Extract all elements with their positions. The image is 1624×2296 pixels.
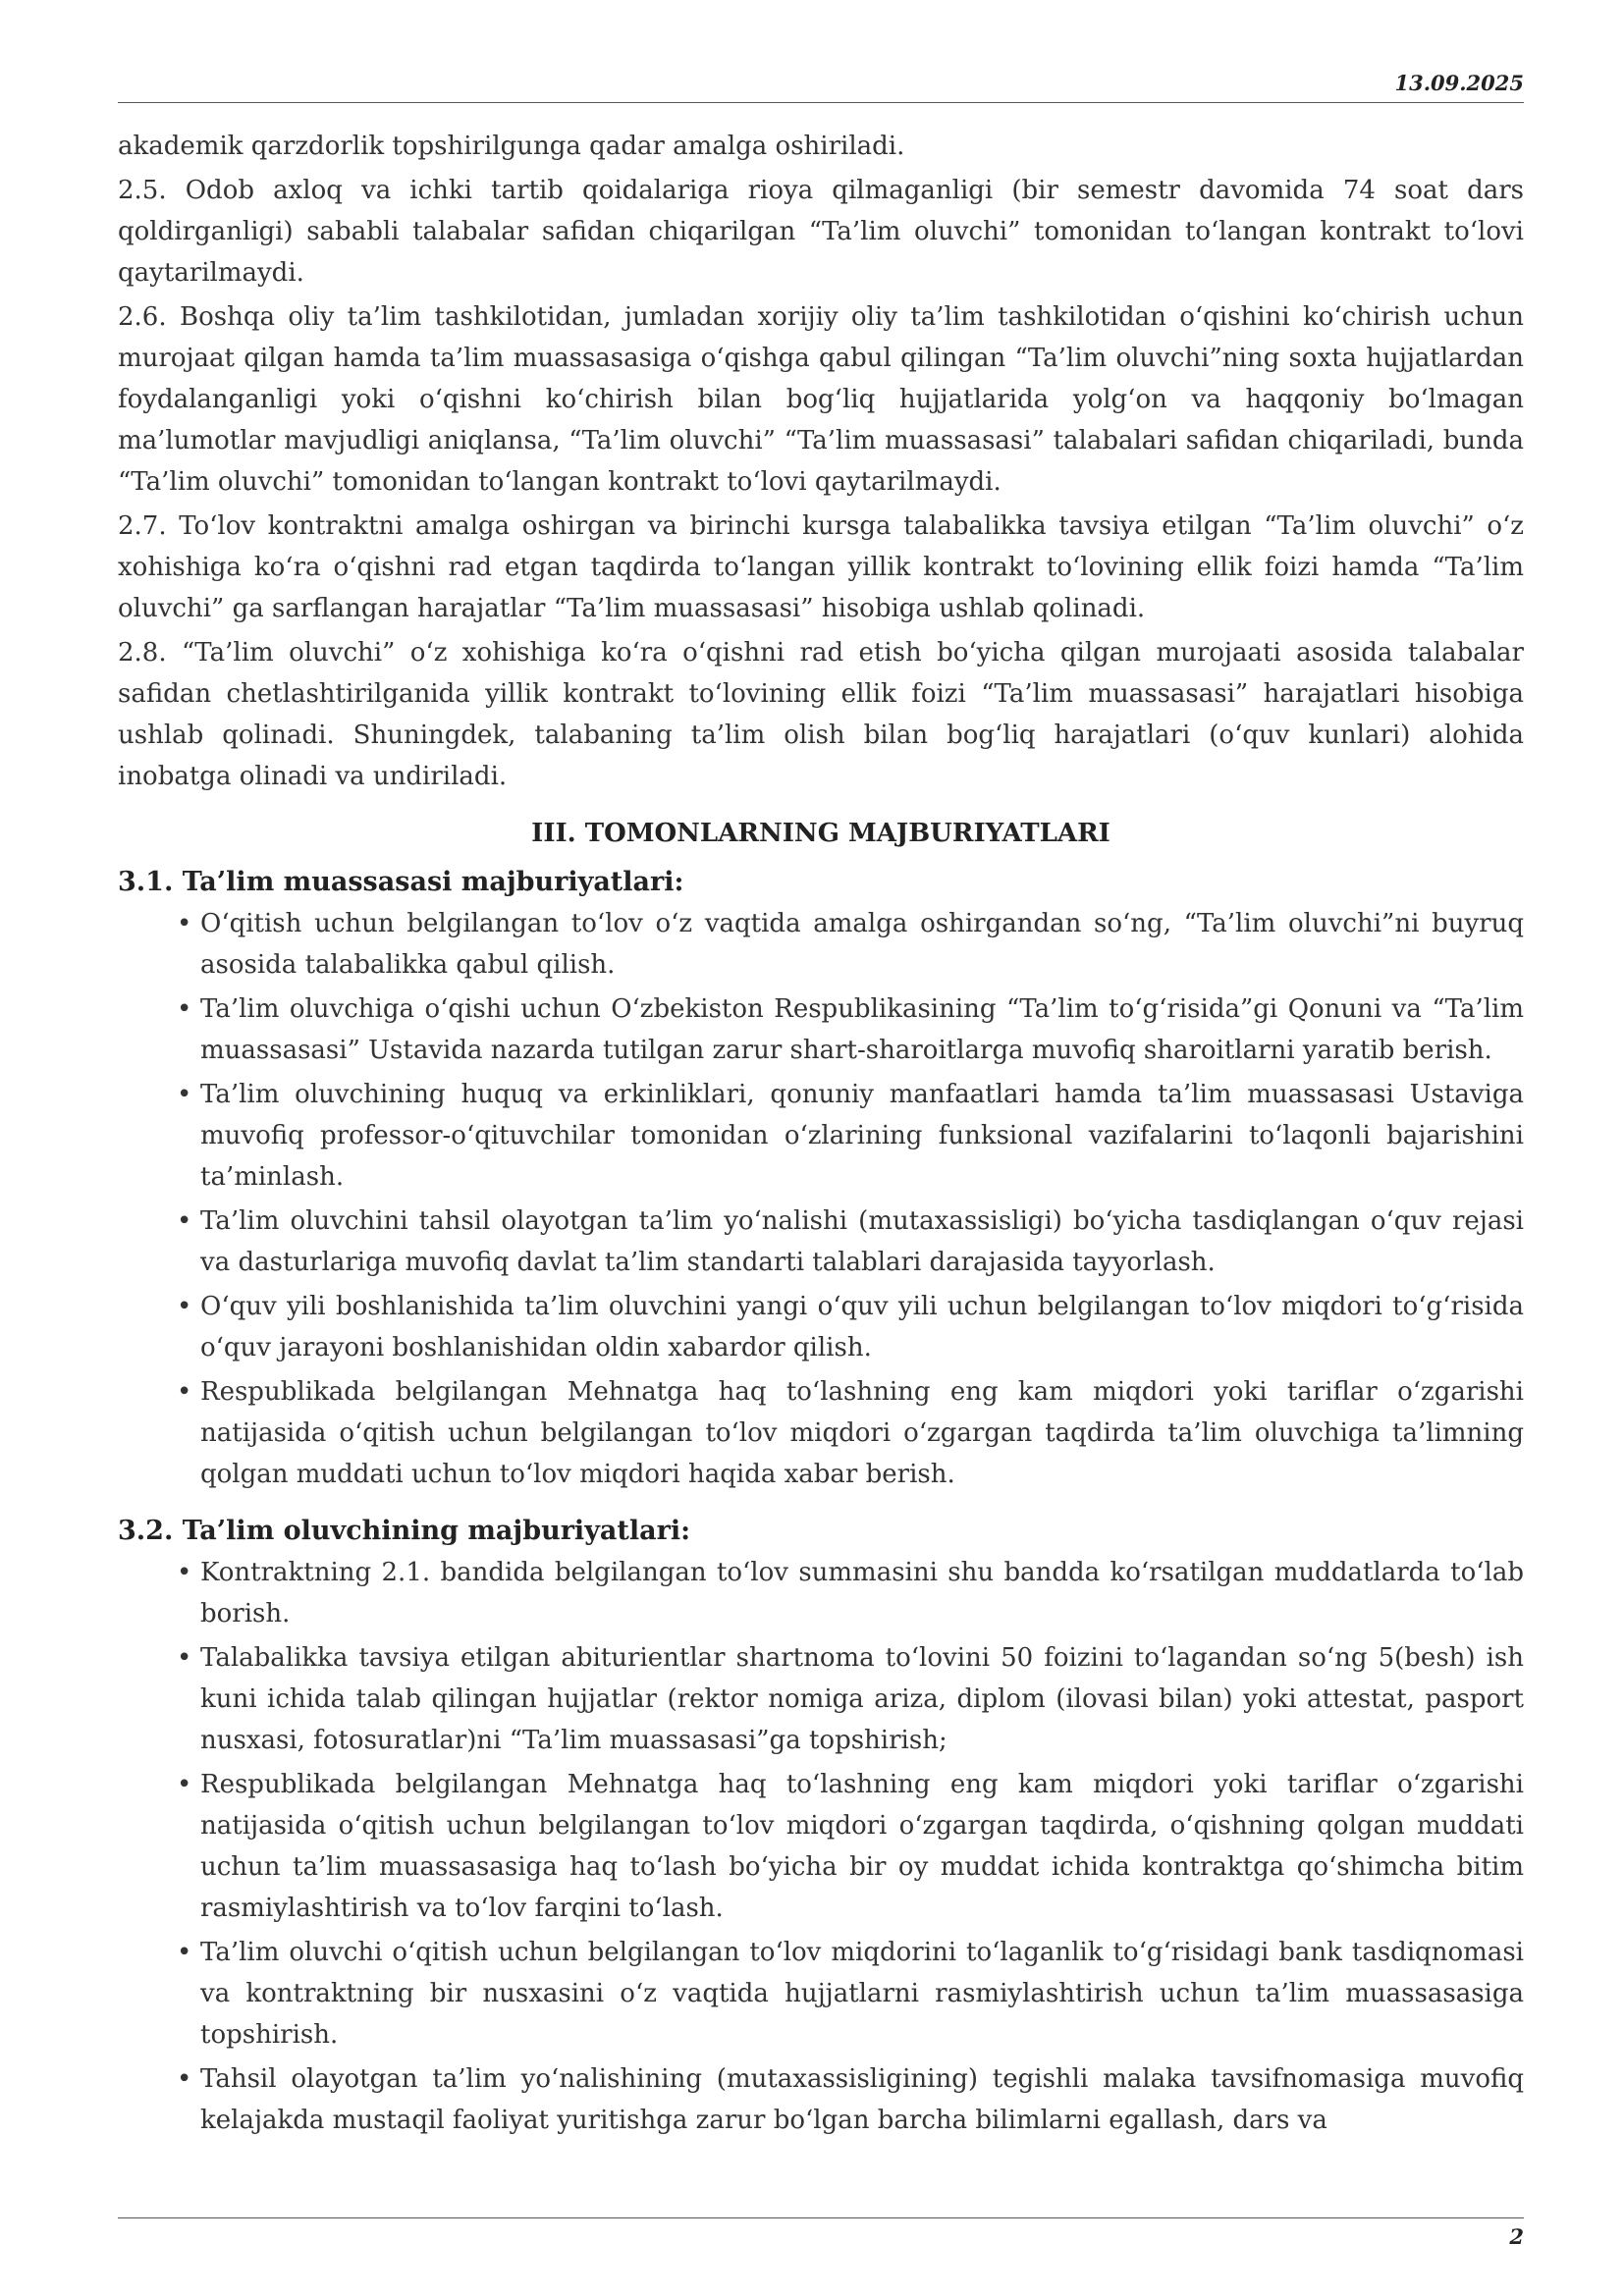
list-item: • Kontraktning 2.1. bandida belgilangan to‘lov summasini shu bandda ko‘rsatilgan muddatlarda to‘lab borish. [200, 1552, 1524, 1634]
subsection-heading-3-1: 3.1. Ta’lim muassasasi majburiyatlari: [118, 867, 684, 897]
page-number: 2 [1509, 2224, 1524, 2249]
document-body [118, 126, 1524, 2144]
list-item: • Talabalikka tavsiya etilgan abiturientlar shartnoma to‘lovini 50 foizini to‘lagandan so‘ng 5(besh) ish kuni ichida talab qilingan hujjatlar (rektor nomiga ariza, diplom (ilovasi bilan) yoki attestat, pasport nusxasi, fotosuratlar)ni “Ta’lim muassasasi”ga topshirish; [200, 1637, 1524, 1761]
paragraph-2-6: 2.6. Boshqa oliy ta’lim tashkilotidan, jumladan xorijiy oliy ta’lim tashkilotidan o‘qishini ko‘chirish uchun murojaat qilgan hamda ta’lim muassasasiga o‘qishga qabul qilingan “Ta’lim oluvchi”ning soxta hujjatlardan foydalanganligi yoki o‘qishni ko‘chirish bilan bog‘liq hujjatlarida yolg‘on va haqqoniy bo‘lmagan ma’lumotlar mavjudligi aniqlansa, “Ta’lim oluvchi” “Ta’lim muassasasi” talabalari safidan chiqariladi, bunda “Ta’lim oluvchi” tomonidan to‘langan kontrakt to‘lovi qaytarilmaydi. [118, 302, 1524, 497]
section-title: III. TOMONLARNING MAJBURIYATLARI [531, 819, 1110, 848]
list-item: • Respublikada belgilangan Mehnatga haq to‘lashning eng kam miqdori yoki tariflar o‘zgarishi natijasida o‘qitish uchun belgilangan to‘lov miqdori o‘zgargan taqdirda, o‘qishning qolgan muddati uchun ta’lim muassasasiga haq to‘lash bo‘yicha bir oy muddat ichida kontraktga qo‘shimcha bitim rasmiylashtirish va to‘lov farqini to‘lash. [200, 1764, 1524, 1929]
list-item: • Ta’lim oluvchining huquq va erkinliklari, qonuniy manfaatlari hamda ta’lim muassasasi Ustaviga muvofiq professor-o‘qituvchilar tomonidan o‘zlarining funksional vazifalarini to‘laqonli bajarishini ta’minlash. [200, 1074, 1524, 1198]
header-date: 13.09.2025 [1394, 71, 1524, 95]
paragraph-2-7: 2.7. To‘lov kontraktni amalga oshirgan va birinchi kursga talabalikka tavsiya etilgan “Ta’lim oluvchi” o‘z xohishiga ko‘ra o‘qishni rad etgan taqdirda to‘langan yillik kontrakt to‘lovining ellik foizi hamda “Ta’lim oluvchi” ga sarflangan harajatlar “Ta’lim muassasasi” hisobiga ushlab qolinadi. [118, 511, 1524, 623]
list-item: • Ta’lim oluvchi o‘qitish uchun belgilangan to‘lov miqdorini to‘laganlik to‘g‘risidagi bank tasdiqnomasi va kontraktning bir nusxasini o‘z vaqtida hujjatlarni rasmiylashtirish uchun ta’lim muassasasiga topshirish. [200, 1932, 1524, 2056]
paragraph-2-5: 2.5. Odob axloq va ichki tartib qoidalariga rioya qilmaganligi (bir semestr davomida 74 soat dars qoldirganligi) sababli talabalar safidan chiqarilgan “Ta’lim oluvchi” tomonidan to‘langan kontrakt to‘lovi qaytarilmaydi. [118, 176, 1524, 288]
list-item: • Ta’lim oluvchiga o‘qishi uchun O‘zbekiston Respublikasining “Ta’lim to‘g‘risida”gi Qonuni va “Ta’lim muassasasi” Ustavida nazarda tutilgan zarur shart-sharoitlarga muvofiq sharoitlarni yaratib berish. [200, 988, 1524, 1071]
subsection-heading-3-2: 3.2. Ta’lim oluvchining majburiyatlari: [118, 1516, 691, 1546]
paragraph-continuation: akademik qarzdorlik topshirilgunga qadar amalga oshiriladi. [118, 132, 905, 161]
obligations-list-student [118, 1552, 1524, 2141]
list-item: • Tahsil olayotgan ta’lim yo‘nalishining (mutaxassisligining) tegishli malaka tavsifnomasiga muvofiq kelajakda mustaqil faoliyat yuritishga zarur bo‘lgan barcha bilimlarni egallash, dars va [200, 2058, 1524, 2141]
paragraph-2-8: 2.8. “Ta’lim oluvchi” o‘z xohishiga ko‘ra o‘qishni rad etish bo‘yicha qilgan murojaati asosida talabalar safidan chetlashtirilganida yillik kontrakt to‘lovining ellik foizi “Ta’lim muassasasi” harajatlari hisobiga ushlab qolinadi. Shuningdek, talabaning ta’lim olish bilan bog‘liq harajatlari (o‘quv kunlari) alohida inobatga olinadi va undiriladi. [118, 638, 1524, 791]
list-item: • Respublikada belgilangan Mehnatga haq to‘lashning eng kam miqdori yoki tariflar o‘zgarishi natijasida o‘qitish uchun belgilangan to‘lov miqdori o‘zgargan taqdirda ta’lim oluvchiga ta’limning qolgan muddati uchun to‘lov miqdori haqida xabar berish. [200, 1371, 1524, 1495]
obligations-list-institution [118, 903, 1524, 1495]
page-footer [118, 2217, 1524, 2249]
page-header [118, 71, 1524, 103]
list-item: • O‘quv yili boshlanishida ta’lim oluvchini yangi o‘quv yili uchun belgilangan to‘lov miqdori to‘g‘risida o‘quv jarayoni boshlanishidan oldin xabardor qilish. [200, 1286, 1524, 1368]
list-item: • Ta’lim oluvchini tahsil olayotgan ta’lim yo‘nalishi (mutaxassisligi) bo‘yicha tasdiqlangan o‘quv rejasi va dasturlariga muvofiq davlat ta’lim standarti talablari darajasida tayyorlash. [200, 1201, 1524, 1283]
list-item: • O‘qitish uchun belgilangan to‘lov o‘z vaqtida amalga oshirgandan so‘ng, “Ta’lim oluvchi”ni buyruq asosida talabalikka qabul qilish. [200, 903, 1524, 986]
